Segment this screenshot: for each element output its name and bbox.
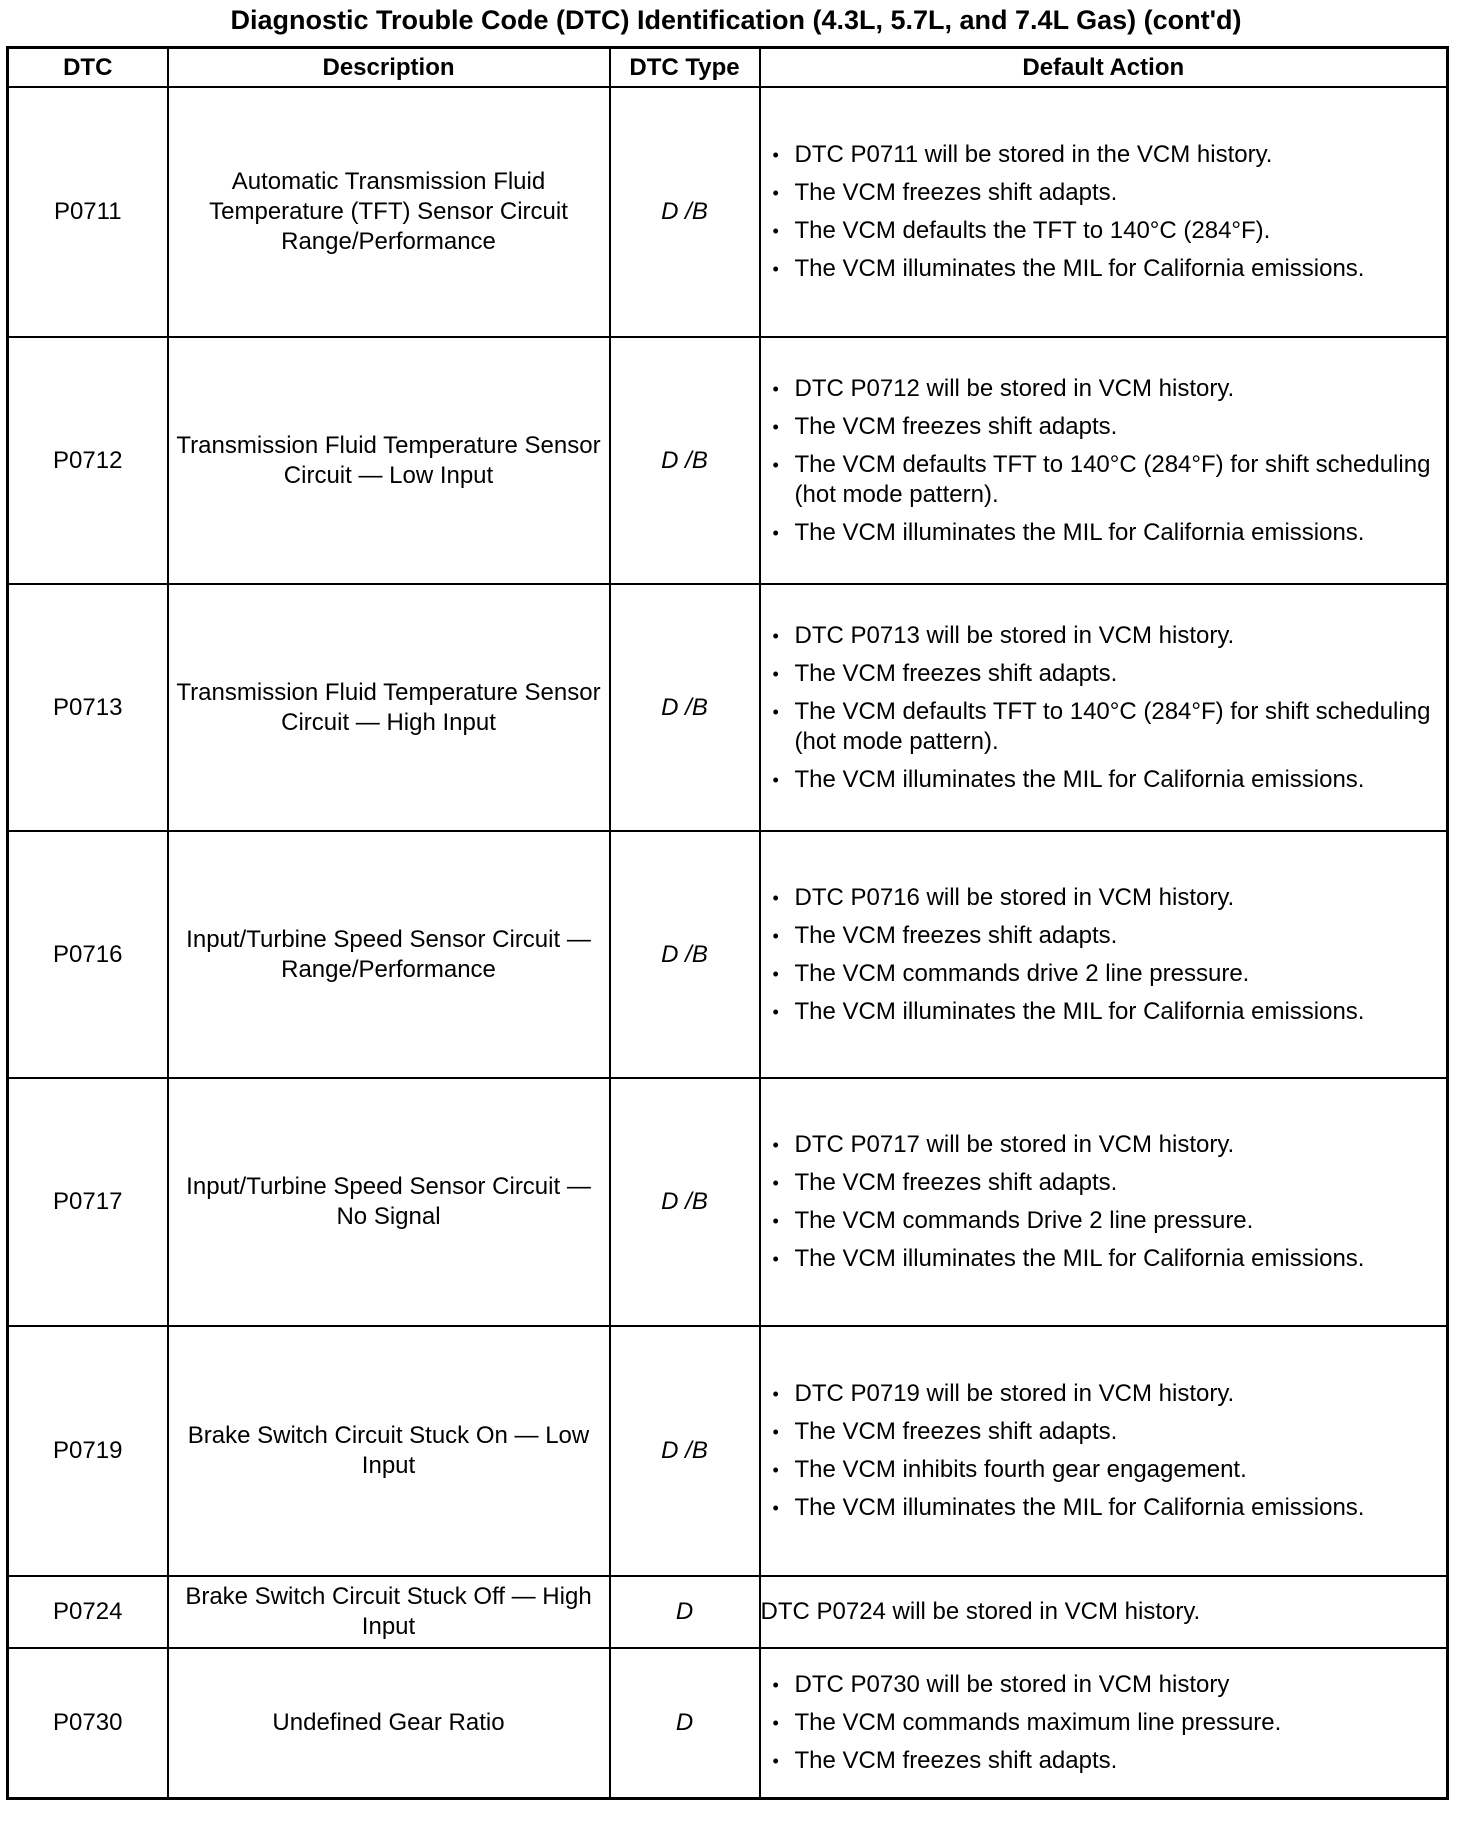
dtc-description: Brake Switch Circuit Stuck On — Low Input: [168, 1326, 610, 1576]
dtc-description: Transmission Fluid Temperature Sensor Circuit — High Input: [168, 584, 610, 831]
column-header-dtc-type: DTC Type: [610, 48, 760, 88]
column-header-description: Description: [168, 48, 610, 88]
default-action: [760, 1078, 1448, 1326]
action-item: • The VCM freezes shift adapts.: [761, 921, 1447, 951]
action-list: [761, 621, 1447, 795]
table-row: [8, 1326, 1448, 1576]
dtc-code: P0724: [8, 1576, 168, 1648]
action-list: [761, 140, 1447, 284]
default-action: [760, 87, 1448, 337]
action-item: • The VCM freezes shift adapts.: [761, 659, 1447, 689]
dtc-type: D /B: [610, 1326, 760, 1576]
dtc-type: D: [610, 1576, 760, 1648]
action-item: • The VCM defaults the TFT to 140°C (284°F).: [761, 216, 1447, 246]
action-item: • The VCM commands maximum line pressure.: [761, 1708, 1447, 1738]
action-list: [761, 374, 1447, 548]
dtc-description: Automatic Transmission Fluid Temperature (TFT) Sensor Circuit Range/Performance: [168, 87, 610, 337]
dtc-description: Undefined Gear Ratio: [168, 1648, 610, 1798]
action-item: • The VCM defaults TFT to 140°C (284°F) for shift scheduling (hot mode pattern).: [761, 697, 1447, 757]
table-row: [8, 1576, 1448, 1648]
dtc-code: P0713: [8, 584, 168, 831]
default-action: [760, 1576, 1448, 1648]
action-item: • DTC P0711 will be stored in the VCM history.: [761, 140, 1447, 170]
dtc-type: D /B: [610, 337, 760, 584]
dtc-code: P0719: [8, 1326, 168, 1576]
dtc-code: P0717: [8, 1078, 168, 1326]
action-item: • The VCM freezes shift adapts.: [761, 1417, 1447, 1447]
action-list: [761, 1670, 1447, 1776]
action-item: • DTC P0712 will be stored in VCM history.: [761, 374, 1447, 404]
action-item: • The VCM inhibits fourth gear engagement.: [761, 1455, 1447, 1485]
dtc-description: Brake Switch Circuit Stuck Off — High Input: [168, 1576, 610, 1648]
action-item: • The VCM defaults TFT to 140°C (284°F) for shift scheduling (hot mode pattern).: [761, 450, 1447, 510]
table-row: [8, 584, 1448, 831]
dtc-code: P0711: [8, 87, 168, 337]
action-item: • The VCM illuminates the MIL for California emissions.: [761, 518, 1447, 548]
dtc-description: Input/Turbine Speed Sensor Circuit — Range/Performance: [168, 831, 610, 1078]
action-item: • The VCM commands drive 2 line pressure.: [761, 959, 1447, 989]
action-list: [761, 1379, 1447, 1523]
column-header-default-action: Default Action: [760, 48, 1448, 88]
dtc-type: D /B: [610, 831, 760, 1078]
action-item: • DTC P0717 will be stored in VCM history.: [761, 1130, 1447, 1160]
table-row: [8, 1078, 1448, 1326]
action-item: • The VCM illuminates the MIL for California emissions.: [761, 254, 1447, 284]
table-row: [8, 87, 1448, 337]
dtc-code: P0716: [8, 831, 168, 1078]
action-item: • DTC P0716 will be stored in VCM history.: [761, 883, 1447, 913]
action-item: • The VCM freezes shift adapts.: [761, 1168, 1447, 1198]
dtc-type: D /B: [610, 87, 760, 337]
default-action: [760, 1648, 1448, 1798]
default-action: [760, 584, 1448, 831]
table-row: [8, 337, 1448, 584]
dtc-code: P0730: [8, 1648, 168, 1798]
action-item: • The VCM illuminates the MIL for California emissions.: [761, 765, 1447, 795]
action-list: [761, 1130, 1447, 1274]
column-header-dtc: DTC: [8, 48, 168, 88]
action-item: • The VCM commands Drive 2 line pressure.: [761, 1206, 1447, 1236]
action-item: • The VCM illuminates the MIL for California emissions.: [761, 1493, 1447, 1523]
action-item: • DTC P0730 will be stored in VCM history: [761, 1670, 1447, 1700]
dtc-type: D /B: [610, 584, 760, 831]
dtc-description: Transmission Fluid Temperature Sensor Circuit — Low Input: [168, 337, 610, 584]
page-title: Diagnostic Trouble Code (DTC) Identification (4.3L, 5.7L, and 7.4L Gas) (cont'd): [230, 5, 1242, 35]
action-item: • The VCM illuminates the MIL for California emissions.: [761, 997, 1447, 1027]
dtc-type: D /B: [610, 1078, 760, 1326]
action-item: • The VCM freezes shift adapts.: [761, 1746, 1447, 1776]
action-item: • The VCM freezes shift adapts.: [761, 178, 1447, 208]
action-item: • The VCM freezes shift adapts.: [761, 412, 1447, 442]
header-row: [8, 48, 1448, 88]
dtc-type: D: [610, 1648, 760, 1798]
default-action: [760, 337, 1448, 584]
action-text: DTC P0724 will be stored in VCM history.: [760, 1598, 1201, 1625]
action-list: [761, 883, 1447, 1027]
dtc-description: Input/Turbine Speed Sensor Circuit — No Signal: [168, 1078, 610, 1326]
table-row: [8, 1648, 1448, 1798]
action-item: • DTC P0719 will be stored in VCM history.: [761, 1379, 1447, 1409]
table-row: [8, 831, 1448, 1078]
dtc-code: P0712: [8, 337, 168, 584]
default-action: [760, 831, 1448, 1078]
dtc-table: [6, 46, 1449, 1800]
action-item: • DTC P0713 will be stored in VCM history.: [761, 621, 1447, 651]
action-item: • The VCM illuminates the MIL for California emissions.: [761, 1244, 1447, 1274]
default-action: [760, 1326, 1448, 1576]
